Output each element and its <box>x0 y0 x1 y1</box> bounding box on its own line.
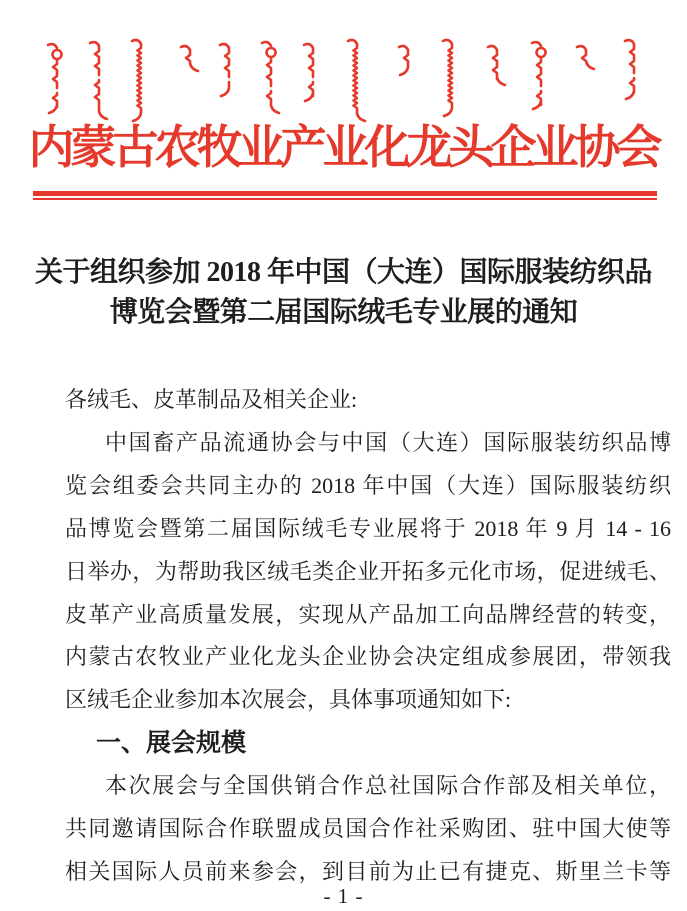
salutation-line: 各绒毛、皮革制品及相关企业: <box>65 387 358 412</box>
body-line: 日举办，为帮助我区绒毛类企业开拓多元化市场，促进绒毛、 <box>65 558 671 584</box>
document-body <box>65 379 671 894</box>
divider-thin-line <box>33 198 657 200</box>
document-title-line2: 博览会暨第二届国际绒毛专业展的通知 <box>109 297 578 328</box>
letterhead-org-name: 内蒙古农牧业产业化龙头企业协会 <box>28 122 659 173</box>
body-line: 本次展会与全国供销合作总社国际合作部及相关单位， <box>105 773 671 799</box>
divider-thick-line <box>33 191 657 196</box>
section-heading: 一、展会规模 <box>96 729 247 758</box>
page-number: - 1 - <box>323 884 364 908</box>
body-line: 中国畜产品流通协会与中国（大连）国际服装纺织品博 <box>105 429 671 455</box>
body-line: 览会组委会共同主办的 2018 年中国（大连）国际服装纺织 <box>65 472 671 498</box>
body-line: 区绒毛企业参加本次展会，具体事项通知如下: <box>65 687 512 713</box>
body-line: 共同邀请国际合作联盟成员国合作社采购团、驻中国大使等 <box>65 816 671 842</box>
body-line: 品博览会暨第二届国际绒毛专业展将于 2018 年 9 月 14 - 16 <box>65 515 671 541</box>
document-title <box>0 253 687 333</box>
document-title-line1: 关于组织参加 2018 年中国（大连）国际服装纺织品 <box>34 257 652 288</box>
body-line: 内蒙古农牧业产业化龙头企业协会决定组成参展团，带领我 <box>65 644 671 670</box>
body-line: 相关国际人员前来参会，到目前为止已有捷克、斯里兰卡等 <box>65 858 671 884</box>
body-line: 皮革产业高质量发展，实现从产品加工向品牌经营的转变， <box>65 601 671 627</box>
letterhead-divider <box>33 191 657 200</box>
